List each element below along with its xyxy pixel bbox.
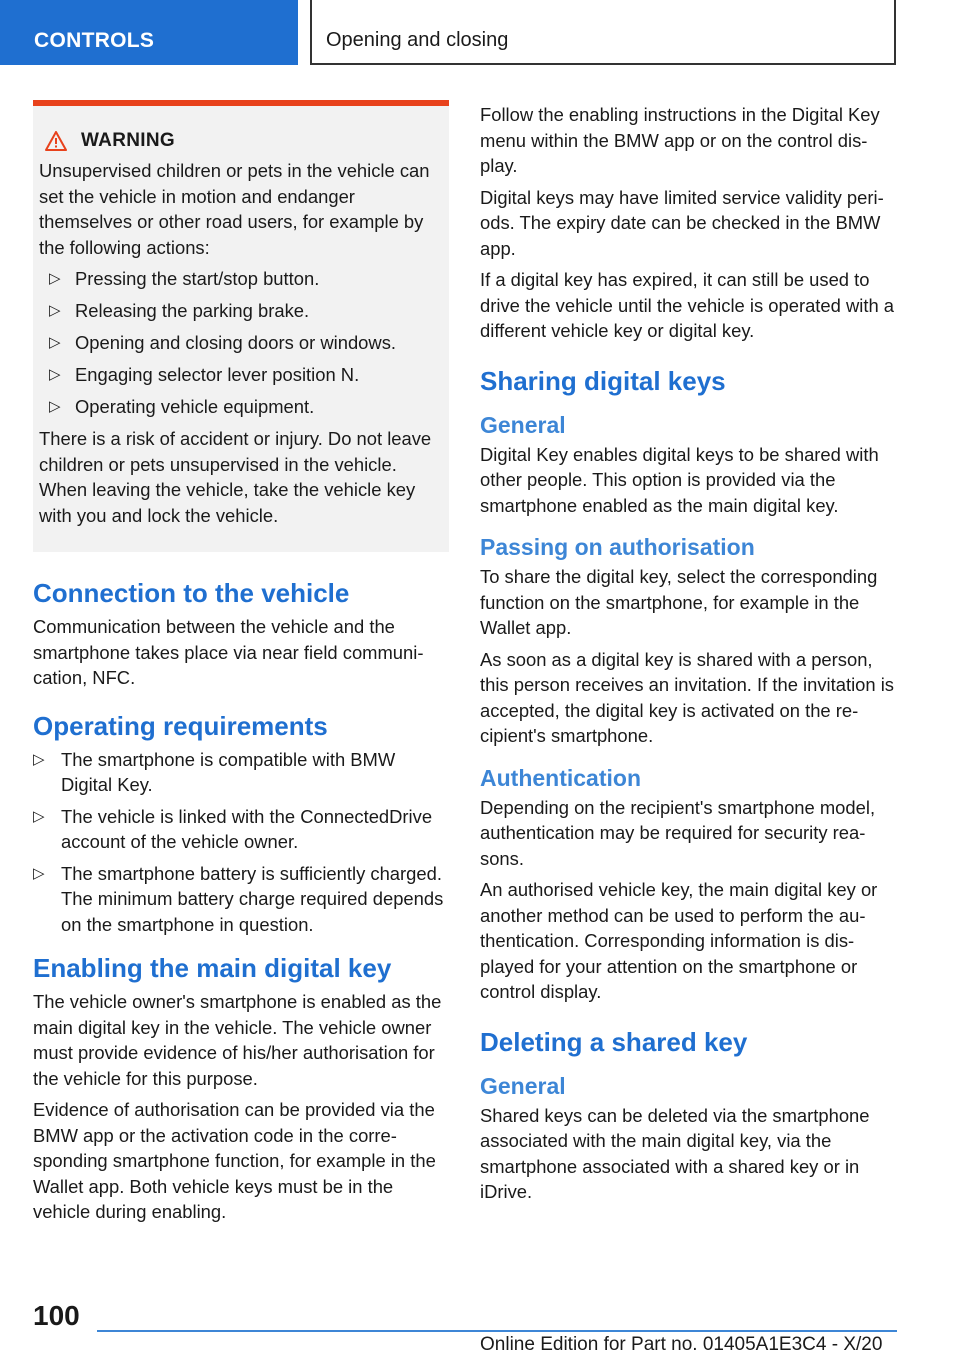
triangle-bullet-icon: ▷ [33,864,45,882]
requirements-list-item: ▷ The smartphone is compatible with BMW Digital Key. [33,748,396,795]
header-chapter-label: Opening and closing [326,29,509,51]
triangle-bullet-icon: ▷ [49,334,61,351]
requirements-heading: Operating requirements [33,710,328,741]
sharing-general-text: Digital Key enables digital keys to be shared with other people. This option is provided via the smartphone enabled as the main digital key. [480,443,879,516]
deleting-general-text: Shared keys can be deleted via the smartphone associated with the main digital key, via the smartphone associated with a shared key or in iDrive. [480,1104,870,1202]
requirements-list-item: ▷ The smartphone battery is sufficiently charged. The minimum battery charge required depends on the smartphone in question. [33,862,444,935]
enabling-paragraph: The vehicle owner's smartphone is enabled as the main digital key in the vehicle. The vehicle owner must provide evidence of his/her authorisation for the vehicle for this purpose. [33,991,442,1089]
authentication-paragraph: Depending on the recipient's smartphone model, authentication may be required for security reasons. [480,796,876,869]
warning-list-item: ▷ Opening and closing doors or windows. [39,330,439,356]
warning-list-item: ▷ Releasing the parking brake. [39,298,439,324]
warning-list-item: ▷ Pressing the start/stop button. [39,266,439,292]
triangle-bullet-icon: ▷ [49,270,61,287]
warning-list-item: ▷ Engaging selector lever position N. [39,362,439,388]
warning-title: WARNING [81,130,175,151]
deleting-heading: Deleting a shared key [480,1026,748,1057]
page-number: 100 [33,1300,80,1331]
passing-paragraph: To share the digital key, select the corresponding function on the smartphone, for example in the Wallet app. [480,566,878,638]
connection-heading: Connection to the vehicle [33,578,350,608]
triangle-bullet-icon: ▷ [49,366,61,383]
requirements-list [33,747,449,938]
header-chapter-box [310,0,896,65]
connection-text: Communication between the vehicle and the smartphone takes place via near field communication, NFC. [33,616,424,688]
enabling-paragraph: Evidence of authorisation can be provided via the BMW app or the activation code in the corresponding smartphone function, for example in the Wallet app. Both vehicle keys must be in the vehicle during enabling. [33,1099,436,1222]
body-paragraph: If a digital key has expired, it can still be used to drive the vehicle until the vehicle is operated with a different vehicle key or digital key. [480,269,895,341]
header-section-label: CONTROLS [34,29,155,52]
sharing-general-heading: General [480,411,566,438]
warning-box [33,100,449,552]
deleting-general-heading: General [480,1072,566,1099]
body-paragraph: Digital keys may have limited service validity periods. The expiry date can be checked in the BMW app. [480,186,884,259]
left-column [33,100,449,1231]
passing-heading: Passing on authorisation [480,534,755,560]
footer-edition: Online Edition for Part no. 01405A1E3C4 - X/20 [480,1334,883,1355]
warning-intro: Unsupervised children or pets in the vehicle can set the vehicle in motion and endanger themselves or other road users, for example by the following actions: [39,160,430,258]
warning-list-item: ▷ Operating vehicle equipment. [39,394,439,420]
triangle-bullet-icon: ▷ [33,750,45,768]
sharing-heading: Sharing digital keys [480,365,726,396]
warning-outro: There is a risk of accident or injury. Do not leave children or pets unsupervised in the vehicle. When leaving the vehicle, take the vehicle key with you and lock the vehicle. [39,428,432,526]
triangle-bullet-icon: ▷ [33,807,45,825]
triangle-bullet-icon: ▷ [49,398,61,415]
footer-divider [97,1330,897,1332]
triangle-bullet-icon: ▷ [49,302,61,319]
right-column [480,102,896,1211]
requirements-list-item: ▷ The vehicle is linked with the ConnectedDrive account of the vehicle owner. [33,805,433,852]
authentication-heading: Authentication [480,764,641,791]
warning-list [39,266,439,420]
enabling-heading: Enabling the main digital key [33,953,392,983]
warning-header [39,130,439,152]
header-section-tab [0,0,298,65]
warning-triangle-icon [45,131,67,151]
body-paragraph: Follow the enabling instructions in the Digital Key menu within the BMW app or on the control display. [480,104,880,176]
passing-paragraph: As soon as a digital key is shared with a person, this person receives an invitation. If the invitation is accepted, the digital key is activated on the recipient's smartphone. [480,648,895,746]
authentication-paragraph: An authorised vehicle key, the main digital key or another method can be used to perform the authentication. Corresponding information is displayed for your attention on the smartphone or control display. [480,879,878,1002]
